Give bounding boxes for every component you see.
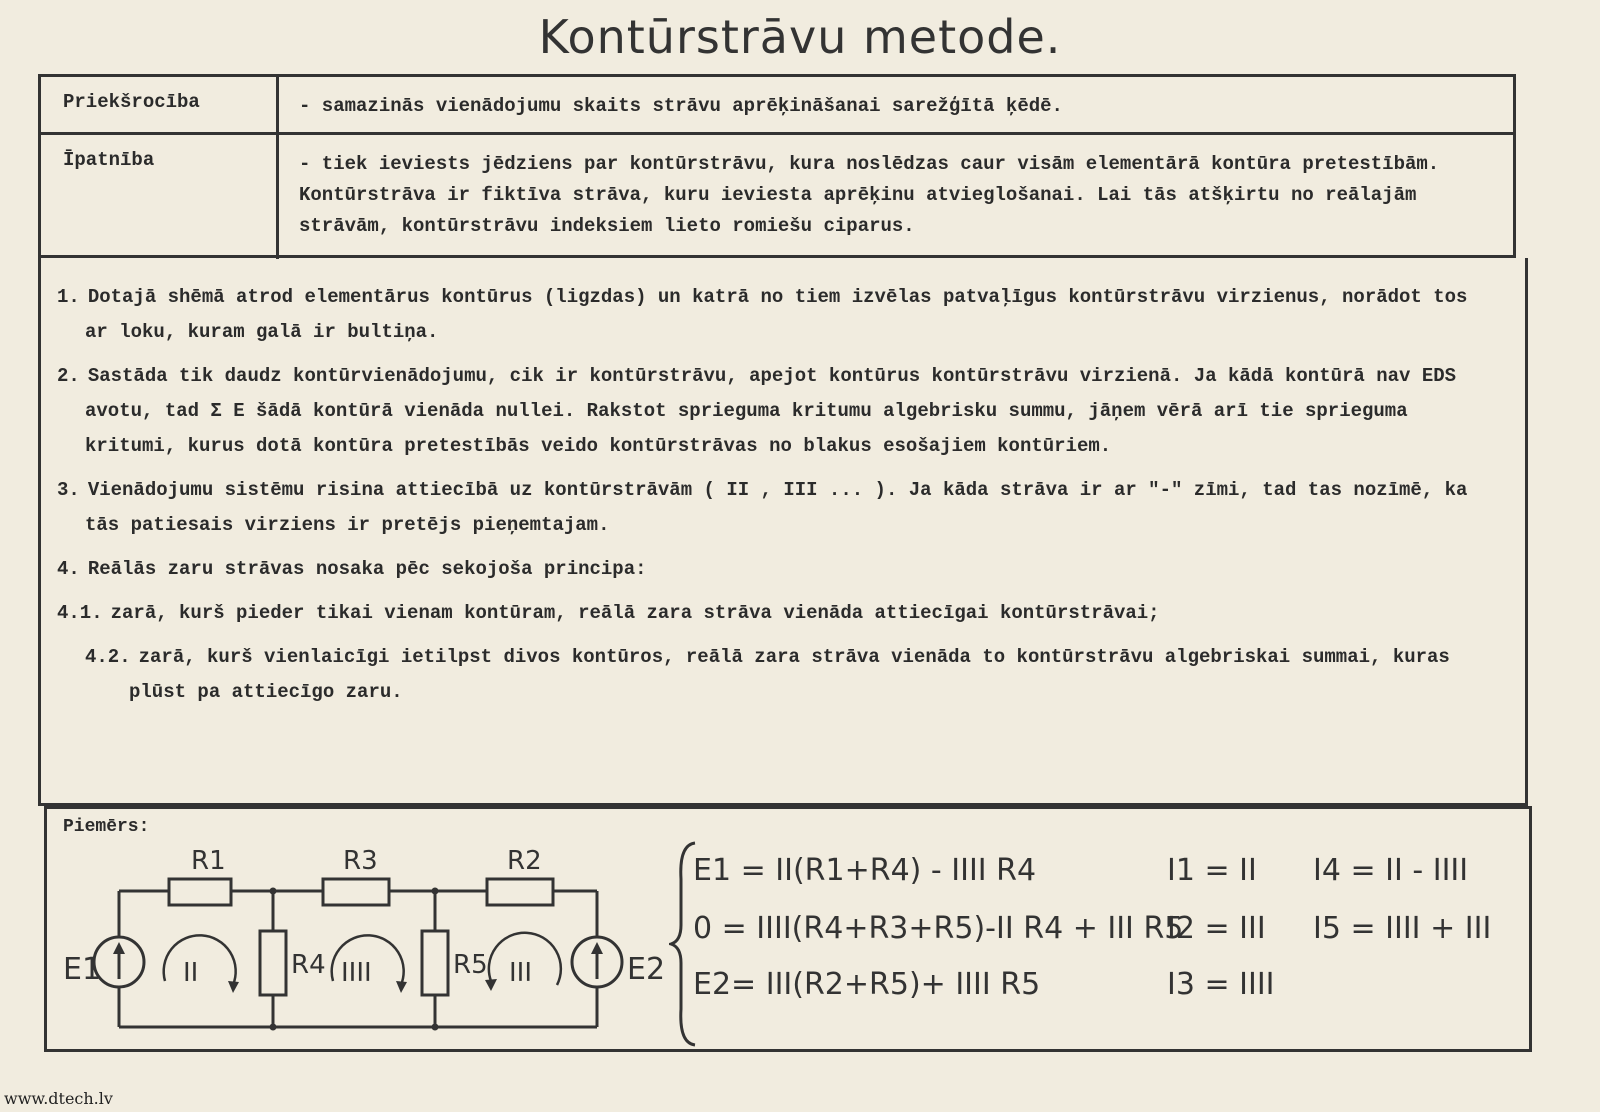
current-i4: I4 = IΙ - IΙΙΙ	[1313, 853, 1469, 888]
row-label: Īpatnība	[41, 135, 279, 259]
current-i1: I1 = IΙ	[1167, 853, 1257, 888]
label-r4: R4	[291, 950, 326, 980]
equation-2: 0 = IΙΙΙ(R4+R3+R5)-IΙ R4 + IΙΙ R5	[693, 911, 1184, 946]
step-item: 4.1. zarā, kurš pieder tikai vienam kontūram, reālā zara strāva vienāda attiecīgai kontūrstrāvai;	[57, 602, 1160, 624]
properties-table	[38, 74, 1516, 258]
current-i3: I3 = IΙΙΙ	[1167, 967, 1275, 1002]
label-e2: E2	[627, 952, 666, 987]
label-r1: R1	[191, 846, 226, 876]
step-item: 3. Vienādojumu sistēmu risina attiecībā uz kontūrstrāvām ( IΙ , IΙΙ ... ). Ja kāda strāva ir ar "-" zīmi, tad tas nozīmē, ka tās patiesais virziens ir pretējs pieņemtajam.	[57, 479, 1479, 536]
label-loop-1: IΙ	[183, 958, 199, 988]
current-i5: I5 = IΙΙΙ + IΙΙ	[1313, 911, 1492, 946]
label-r2: R2	[507, 846, 542, 876]
equation-3: E2= IΙΙ(R2+R5)+ IΙΙΙ R5	[693, 967, 1041, 1002]
table-row-feature	[41, 135, 1513, 259]
row-text: - samazinās vienādojumu skaits strāvu aprēķināšanai sarežģītā ķēdē.	[299, 95, 1063, 117]
resistor-r4	[260, 931, 286, 995]
label-r3: R3	[343, 846, 378, 876]
step-item: 4.2. zarā, kurš vienlaicīgi ietilpst divos kontūros, reālā zara strāva vienāda to kontūrstrāvu algebriskai summai, kuras plūst pa attiecīgo zaru.	[85, 646, 1462, 703]
label-loop-3: IΙΙΙ	[341, 958, 372, 988]
circuit-diagram	[47, 809, 687, 1055]
source-e2-icon	[572, 937, 622, 987]
example-label: Piemērs:	[63, 817, 150, 837]
resistor-r5	[422, 931, 448, 995]
example-section	[44, 806, 1532, 1052]
label-loop-2: IΙΙ	[509, 958, 533, 988]
label-r5: R5	[453, 950, 488, 980]
equation-1: E1 = IΙ(R1+R4) - IΙΙΙ R4	[693, 853, 1037, 888]
table-row-advantage	[41, 77, 1513, 135]
step-item: 4. Reālās zaru strāvas nosaka pēc sekojoša principa:	[57, 558, 647, 580]
label-e1: E1	[63, 952, 102, 987]
row-label: Priekšrocība	[41, 77, 279, 132]
resistor-r2	[487, 879, 553, 905]
current-i2: I2 = IΙΙ	[1167, 911, 1266, 946]
page-title: Kontūrstrāvu metode.	[538, 10, 1062, 64]
row-text: - tiek ieviests jēdziens par kontūrstrāvu, kura noslēdzas caur visām elementārā kontūra pretestībām. Kontūrstrāva ir fiktīva strāva, kuru ieviesta aprēķinu atvieglošanai. Lai tās atšķirtu no reālajām strāvām, kontūrstrāvu indeksiem lieto romiešu ciparus.	[299, 153, 1440, 237]
resistor-r1	[169, 879, 231, 905]
procedure-steps	[38, 258, 1528, 806]
resistor-r3	[323, 879, 389, 905]
loop-arrow-icon	[164, 935, 236, 985]
source-e1-icon	[94, 937, 144, 987]
step-item: 1. Dotajā shēmā atrod elementārus kontūrus (ligzdas) un katrā no tiem izvēlas patvaļīgus kontūrstrāvu virzienus, norādot tos ar loku, kuram galā ir bultiņa.	[57, 286, 1479, 343]
step-item: 2. Sastāda tik daudz kontūrvienādojumu, cik ir kontūrstrāvu, apejot kontūrus kontūrstrāvu virzienā. Ja kādā kontūrā nav EDS avotu, tad Σ E šādā kontūrā vienāda nullei. Rakstot sprieguma kritumu algebrisku summu, jāņem vērā arī tie sprieguma kritumi, kurus dotā kontūra pretestībās veido kontūrstrāvas no blakus esošajiem kontūriem.	[57, 365, 1468, 457]
footer-url[interactable]: www.dtech.lv	[4, 1089, 113, 1108]
